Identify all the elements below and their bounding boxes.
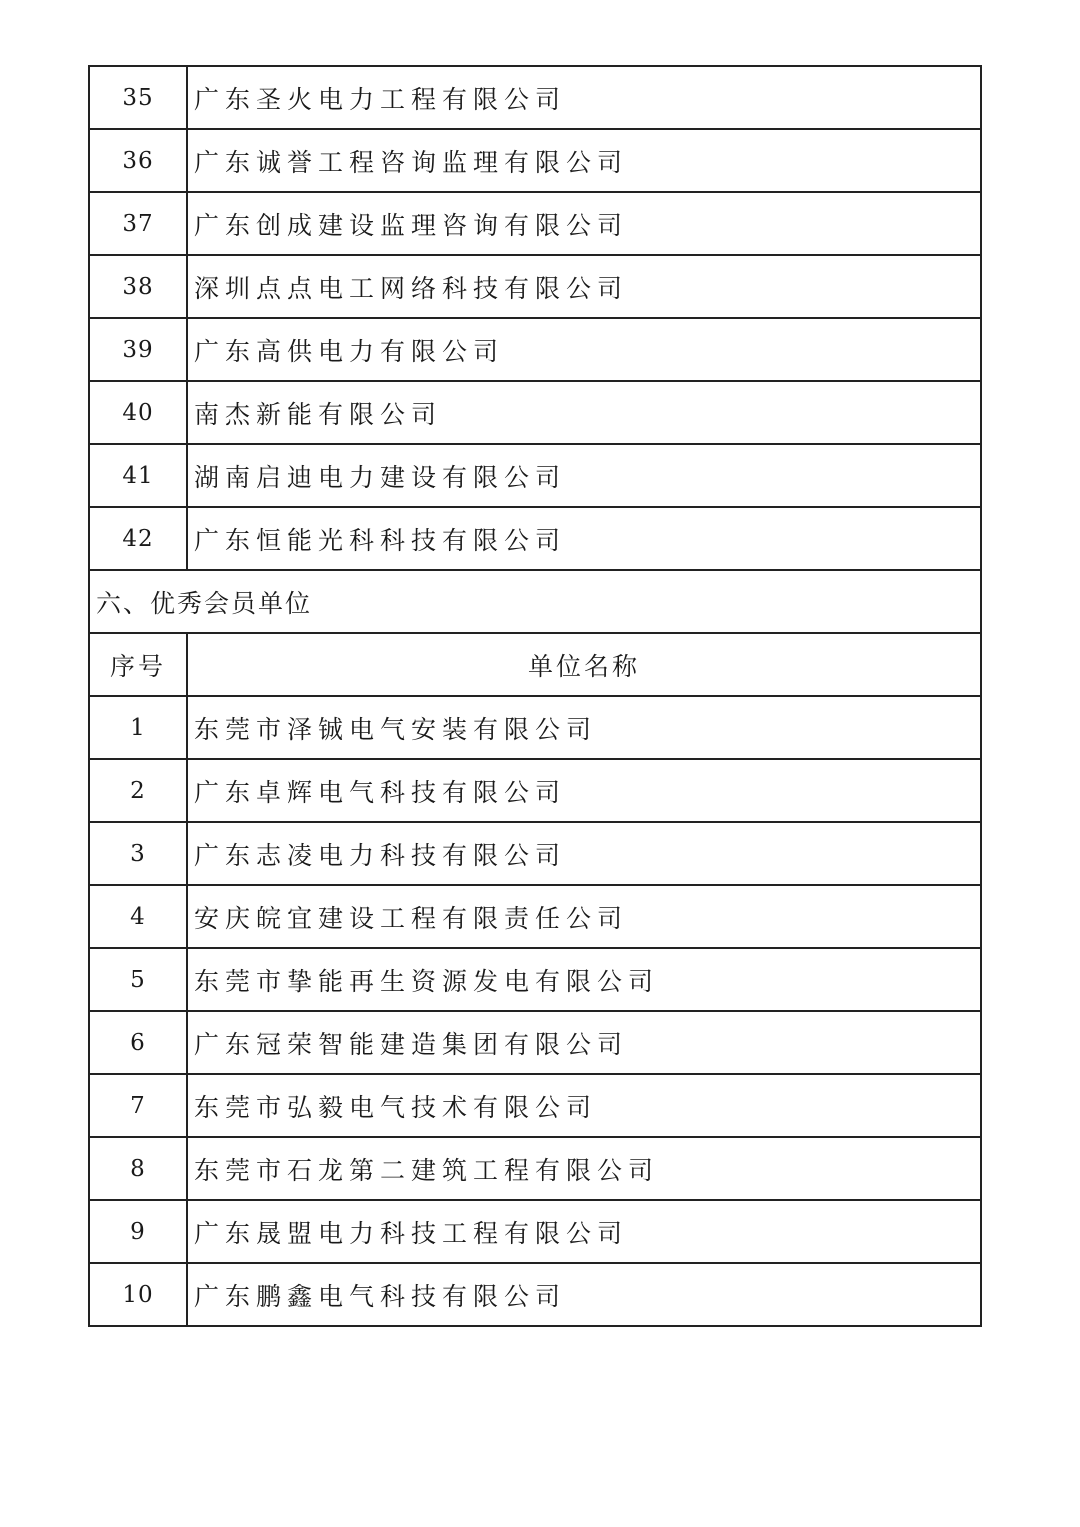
- row-number: 40: [89, 381, 187, 444]
- company-name: 广东卓辉电气科技有限公司: [187, 759, 981, 822]
- row-number: 4: [89, 885, 187, 948]
- table-row: [89, 1137, 981, 1200]
- header-row: [89, 633, 981, 696]
- company-name: 广东创成建设监理咨询有限公司: [187, 192, 981, 255]
- table-row: [89, 192, 981, 255]
- row-number: 41: [89, 444, 187, 507]
- table-row: [89, 1011, 981, 1074]
- company-name: 南杰新能有限公司: [187, 381, 981, 444]
- company-name: 广东志凌电力科技有限公司: [187, 822, 981, 885]
- table-row: [89, 507, 981, 570]
- table-row: [89, 696, 981, 759]
- table-row: [89, 444, 981, 507]
- table-row: [89, 759, 981, 822]
- table-row: [89, 822, 981, 885]
- table-row: [89, 1200, 981, 1263]
- row-number: 8: [89, 1137, 187, 1200]
- table-row: [89, 381, 981, 444]
- section-title: 六、优秀会员单位: [89, 570, 981, 633]
- row-number: 38: [89, 255, 187, 318]
- row-number: 6: [89, 1011, 187, 1074]
- table-row: [89, 66, 981, 129]
- company-name: 广东晟盟电力科技工程有限公司: [187, 1200, 981, 1263]
- company-name: 湖南启迪电力建设有限公司: [187, 444, 981, 507]
- company-name: 广东圣火电力工程有限公司: [187, 66, 981, 129]
- member-table: [88, 65, 982, 1327]
- table-row: [89, 129, 981, 192]
- company-name: 东莞市弘毅电气技术有限公司: [187, 1074, 981, 1137]
- row-number: 36: [89, 129, 187, 192]
- row-number: 3: [89, 822, 187, 885]
- row-number: 35: [89, 66, 187, 129]
- company-name: 东莞市挚能再生资源发电有限公司: [187, 948, 981, 1011]
- table-row: [89, 1074, 981, 1137]
- table-row: [89, 948, 981, 1011]
- table-row: [89, 885, 981, 948]
- column-header-name: 单位名称: [187, 633, 981, 696]
- row-number: 5: [89, 948, 187, 1011]
- column-header-number: 序号: [89, 633, 187, 696]
- row-number: 42: [89, 507, 187, 570]
- table-row: [89, 255, 981, 318]
- company-name: 广东冠荣智能建造集团有限公司: [187, 1011, 981, 1074]
- row-number: 9: [89, 1200, 187, 1263]
- company-name: 深圳点点电工网络科技有限公司: [187, 255, 981, 318]
- row-number: 37: [89, 192, 187, 255]
- company-name: 安庆皖宜建设工程有限责任公司: [187, 885, 981, 948]
- section-row: [89, 570, 981, 633]
- row-number: 39: [89, 318, 187, 381]
- row-number: 7: [89, 1074, 187, 1137]
- company-name: 广东鹏鑫电气科技有限公司: [187, 1263, 981, 1326]
- company-name: 东莞市石龙第二建筑工程有限公司: [187, 1137, 981, 1200]
- row-number: 1: [89, 696, 187, 759]
- company-name: 广东高供电力有限公司: [187, 318, 981, 381]
- company-name: 东莞市泽铖电气安装有限公司: [187, 696, 981, 759]
- company-name: 广东恒能光科科技有限公司: [187, 507, 981, 570]
- table-row: [89, 1263, 981, 1326]
- row-number: 2: [89, 759, 187, 822]
- table-row: [89, 318, 981, 381]
- row-number: 10: [89, 1263, 187, 1326]
- company-name: 广东诚誉工程咨询监理有限公司: [187, 129, 981, 192]
